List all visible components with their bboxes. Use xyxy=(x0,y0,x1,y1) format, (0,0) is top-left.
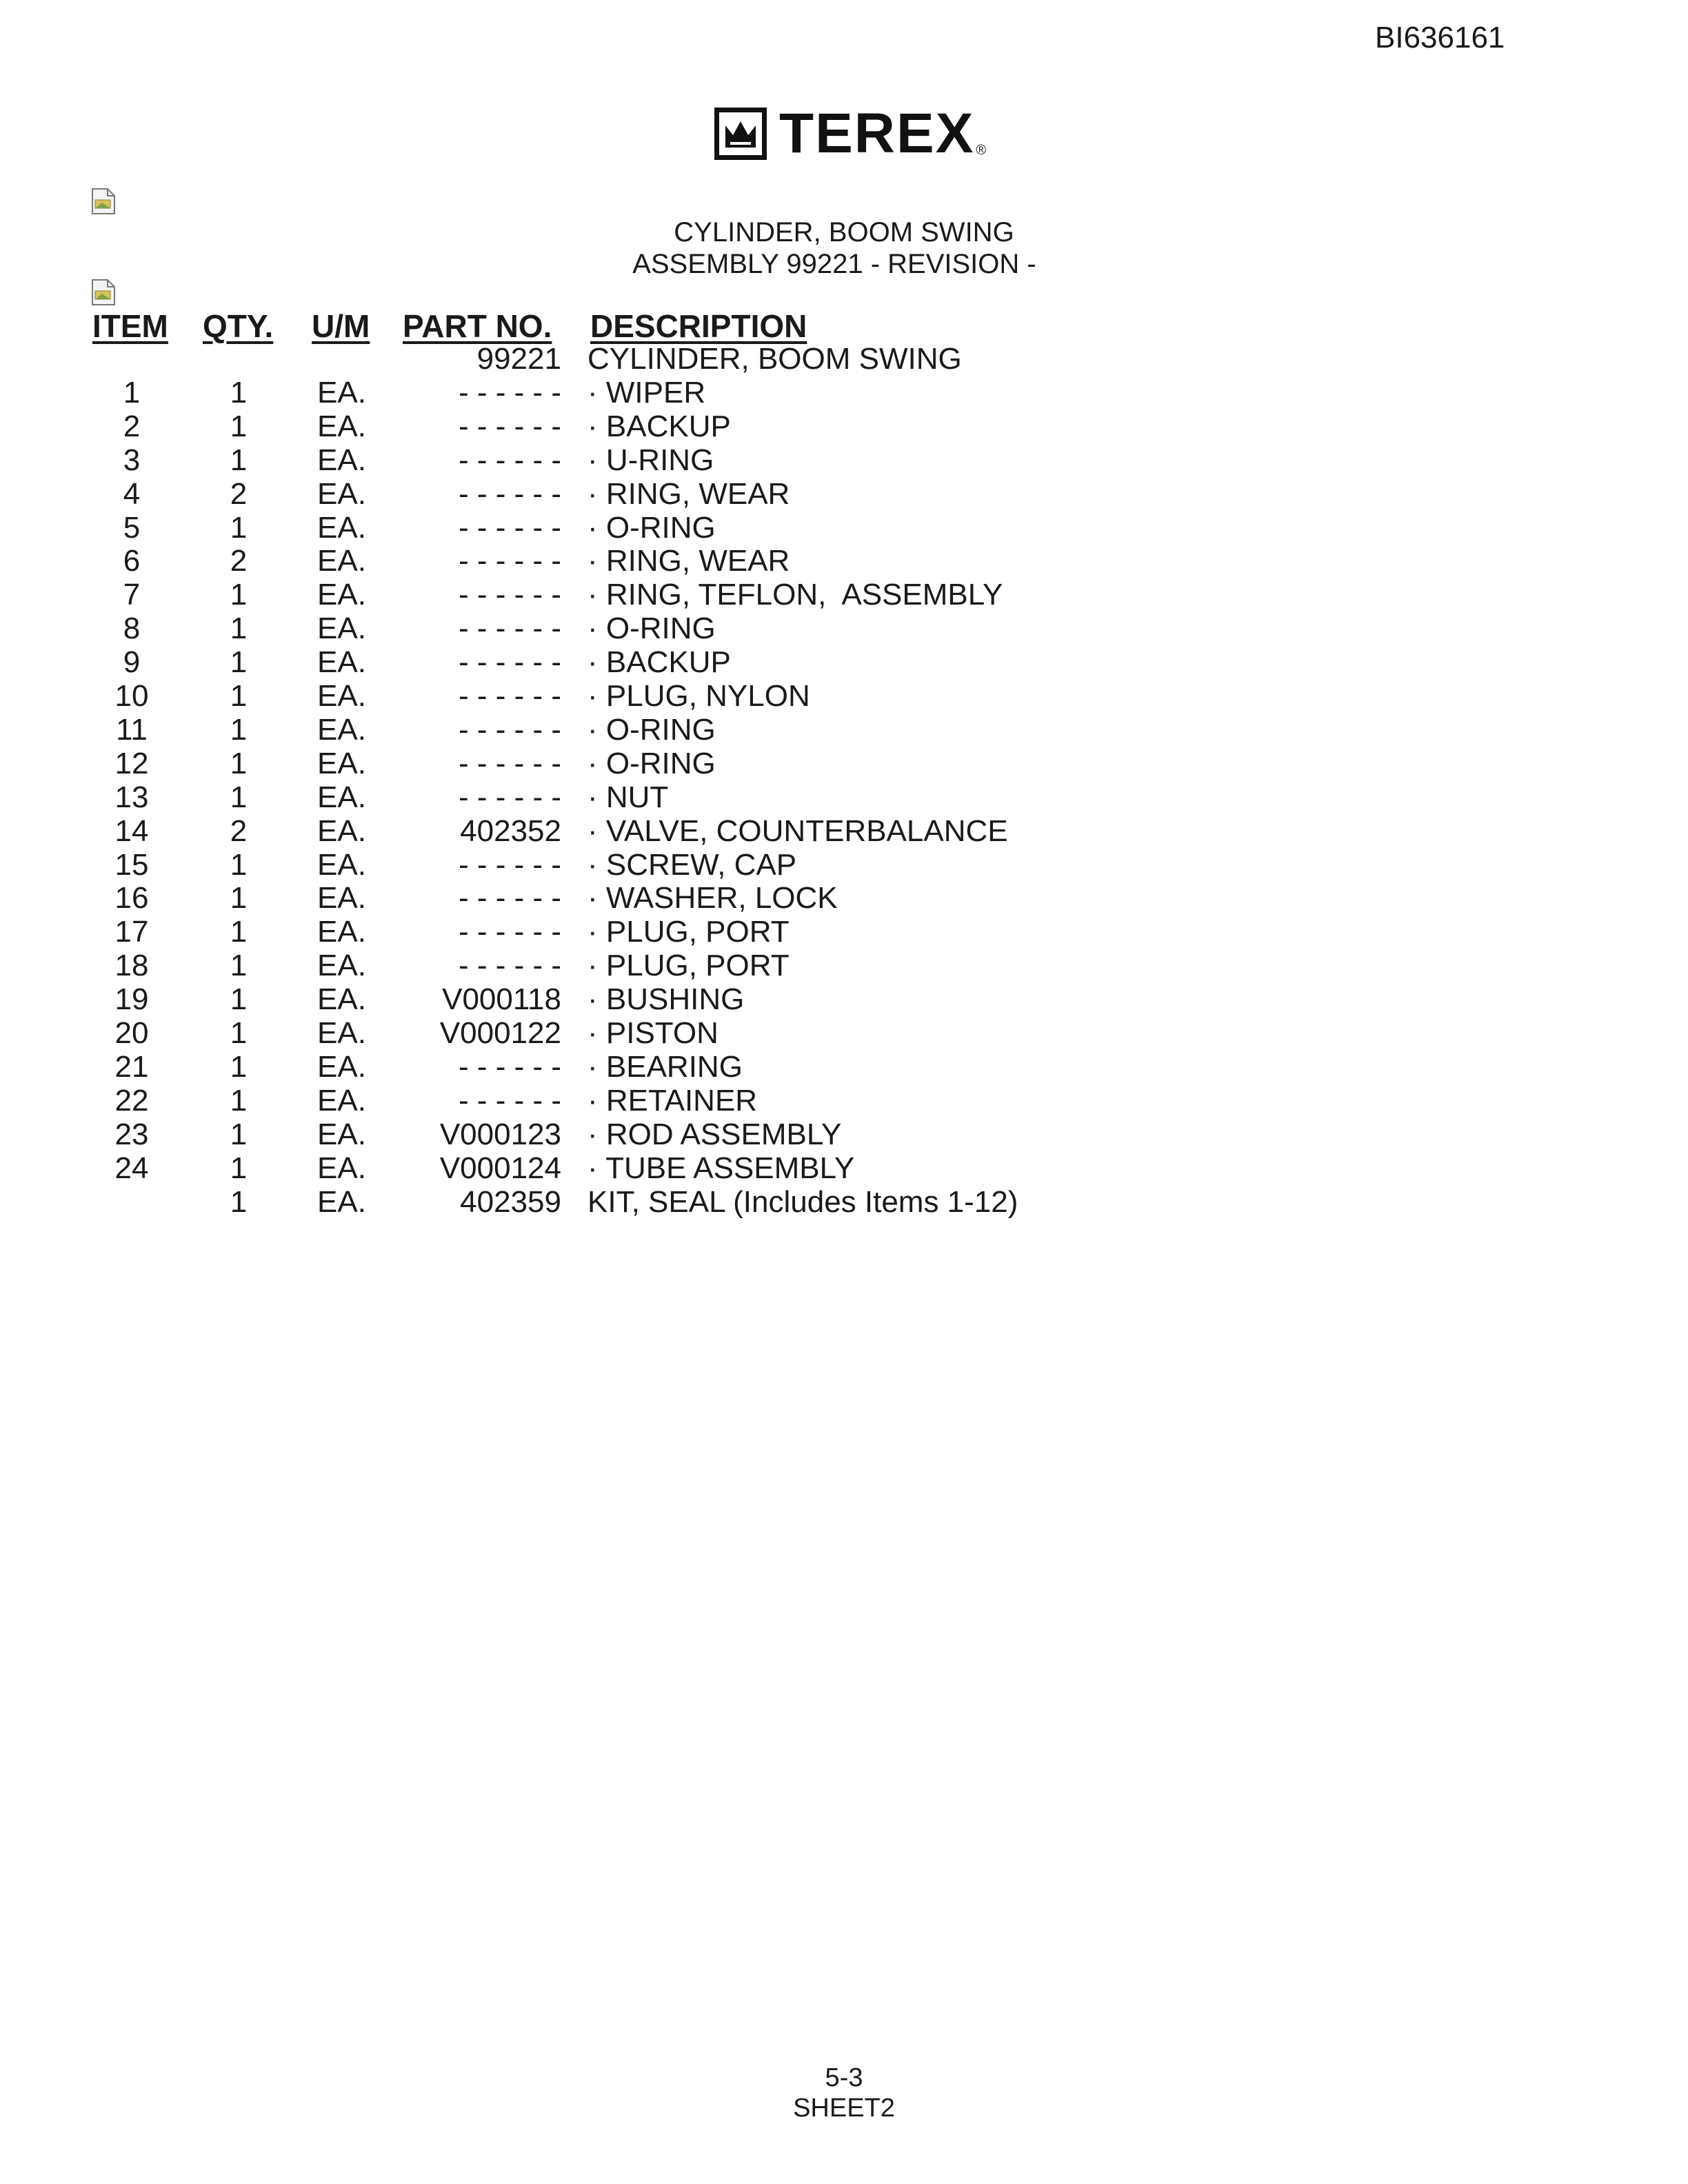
cell-part-no: V000123 xyxy=(439,1117,561,1151)
cell-description: · U-RING xyxy=(587,443,714,477)
header-um: U/M xyxy=(312,308,370,344)
cell-qty: 1 xyxy=(230,611,248,646)
cell-um: EA. xyxy=(317,780,366,814)
cell-part-no: - - - - - - xyxy=(458,409,561,443)
cell-um: EA. xyxy=(317,1151,366,1185)
cell-item: 4 xyxy=(123,476,141,511)
cell-part-no: - - - - - - xyxy=(458,881,561,916)
cell-qty: 1 xyxy=(230,510,248,545)
cell-um: EA. xyxy=(317,443,366,477)
cell-um: EA. xyxy=(317,510,366,545)
cell-description: · BACKUP xyxy=(587,645,731,680)
cell-item: 7 xyxy=(123,578,141,612)
cell-um: EA. xyxy=(317,645,366,680)
cell-part-no: V000122 xyxy=(439,1016,561,1050)
assembly-title xyxy=(0,216,1688,280)
cell-um: EA. xyxy=(317,1184,366,1219)
header-item: ITEM xyxy=(92,308,168,344)
cell-item: 3 xyxy=(123,443,141,477)
cell-description: · SCREW, CAP xyxy=(587,847,797,882)
cell-item: 23 xyxy=(114,1117,149,1151)
cell-qty: 1 xyxy=(230,712,248,747)
cell-qty: 1 xyxy=(230,982,248,1017)
table-row xyxy=(0,611,1688,645)
cell-qty: 1 xyxy=(230,1083,248,1118)
table-row xyxy=(0,376,1688,410)
cell-description: · BACKUP xyxy=(587,409,731,443)
cell-qty: 2 xyxy=(230,544,248,578)
table-row xyxy=(0,1084,1688,1118)
cell-description: · O-RING xyxy=(587,611,716,646)
cell-part-no: - - - - - - xyxy=(458,949,561,983)
title-line-2: ASSEMBLY 99221 - REVISION - xyxy=(632,249,1036,279)
cell-um: EA. xyxy=(317,813,366,848)
cell-qty: 1 xyxy=(230,949,248,983)
cell-description: · WIPER xyxy=(587,375,706,410)
cell-um: EA. xyxy=(317,1049,366,1084)
cell-um: EA. xyxy=(317,881,366,916)
table-row xyxy=(0,679,1688,713)
cell-um: EA. xyxy=(317,476,366,511)
cell-item: 19 xyxy=(114,982,149,1017)
table-row xyxy=(0,578,1688,611)
cell-part-no: - - - - - - xyxy=(458,746,561,780)
cell-description: · TUBE ASSEMBLY xyxy=(587,1151,855,1185)
cell-part-no: - - - - - - xyxy=(458,544,561,578)
cell-description: · O-RING xyxy=(587,510,716,545)
cell-um: EA. xyxy=(317,679,366,713)
cell-um: EA. xyxy=(317,544,366,578)
cell-qty: 1 xyxy=(230,1049,248,1084)
cell-item: 17 xyxy=(114,915,149,949)
cell-um: EA. xyxy=(317,409,366,443)
cell-item: 8 xyxy=(123,611,141,646)
registered-mark: ® xyxy=(976,143,987,158)
cell-item: 9 xyxy=(123,645,141,680)
cell-item: 13 xyxy=(114,780,149,814)
cell-qty: 1 xyxy=(230,881,248,916)
cell-um: EA. xyxy=(317,949,366,983)
table-row xyxy=(0,1016,1688,1050)
cell-item: 2 xyxy=(123,409,141,443)
cell-qty: 1 xyxy=(230,1117,248,1151)
cell-um: EA. xyxy=(317,1117,366,1151)
cell-um: EA. xyxy=(317,611,366,646)
cell-description: KIT, SEAL (Includes Items 1-12) xyxy=(587,1184,1018,1219)
cell-qty: 1 xyxy=(230,409,248,443)
header-description: DESCRIPTION xyxy=(590,308,807,344)
cell-part-no: - - - - - - xyxy=(458,510,561,545)
terex-logo xyxy=(714,102,987,165)
cell-um: EA. xyxy=(317,982,366,1017)
cell-qty: 1 xyxy=(230,443,248,477)
document-id: BI636161 xyxy=(1375,21,1505,54)
table-row xyxy=(0,814,1688,848)
header-part-no: PART NO. xyxy=(403,308,552,344)
table-row xyxy=(0,342,1688,376)
cell-qty: 1 xyxy=(230,1184,248,1219)
cell-qty: 1 xyxy=(230,679,248,713)
cell-item: 16 xyxy=(114,881,149,916)
sheet-label: SHEET2 xyxy=(793,2094,895,2123)
cell-description: · PLUG, PORT xyxy=(587,949,790,983)
cell-part-no: - - - - - - xyxy=(458,847,561,882)
cell-part-no: - - - - - - xyxy=(458,1083,561,1118)
cell-qty: 1 xyxy=(230,1016,248,1050)
cell-description: · O-RING xyxy=(587,712,716,747)
document-icon[interactable] xyxy=(91,188,116,215)
table-row xyxy=(0,747,1688,780)
cell-description: · ROD ASSEMBLY xyxy=(587,1117,842,1151)
table-row xyxy=(0,713,1688,747)
cell-part-no: - - - - - - xyxy=(458,375,561,410)
cell-qty: 2 xyxy=(230,813,248,848)
cell-um: EA. xyxy=(317,712,366,747)
cell-qty: 1 xyxy=(230,1151,248,1185)
cell-part-no: - - - - - - xyxy=(458,712,561,747)
table-row xyxy=(0,1118,1688,1151)
cell-qty: 1 xyxy=(230,645,248,680)
cell-description: · O-RING xyxy=(587,746,716,780)
cell-um: EA. xyxy=(317,1016,366,1050)
cell-part-no: - - - - - - xyxy=(458,578,561,612)
cell-part-no: 402359 xyxy=(460,1184,561,1219)
table-row xyxy=(0,410,1688,443)
cell-qty: 1 xyxy=(230,375,248,410)
table-row xyxy=(0,1185,1688,1219)
cell-description: CYLINDER, BOOM SWING xyxy=(587,342,962,376)
cell-item: 10 xyxy=(114,679,149,713)
cell-description: · NUT xyxy=(587,780,669,814)
cell-qty: 1 xyxy=(230,915,248,949)
cell-part-no: - - - - - - xyxy=(458,611,561,646)
cell-item: 6 xyxy=(123,544,141,578)
title-line-1: CYLINDER, BOOM SWING xyxy=(674,217,1014,247)
cell-part-no: - - - - - - xyxy=(458,645,561,680)
document-icon[interactable] xyxy=(91,279,116,306)
cell-item: 21 xyxy=(114,1049,149,1084)
page-number: 5-3 xyxy=(825,2063,863,2092)
table-row xyxy=(0,511,1688,545)
cell-description: · VALVE, COUNTERBALANCE xyxy=(587,813,1008,848)
table-row xyxy=(0,1050,1688,1084)
cell-item: 1 xyxy=(123,375,141,410)
table-row xyxy=(0,477,1688,511)
table-row xyxy=(0,982,1688,1016)
cell-um: EA. xyxy=(317,1083,366,1118)
cell-qty: 2 xyxy=(230,476,248,511)
table-row xyxy=(0,1151,1688,1185)
cell-item: 20 xyxy=(114,1016,149,1050)
cell-part-no: 402352 xyxy=(460,813,561,848)
cell-qty: 1 xyxy=(230,780,248,814)
table-row xyxy=(0,881,1688,915)
cell-part-no: 99221 xyxy=(476,342,561,376)
cell-description: · BUSHING xyxy=(587,982,745,1017)
cell-description: · BEARING xyxy=(587,1049,743,1084)
cell-description: · RETAINER xyxy=(587,1083,758,1118)
cell-description: · PLUG, PORT xyxy=(587,915,790,949)
cell-description: · WASHER, LOCK xyxy=(587,881,838,916)
cell-description: · PISTON xyxy=(587,1016,719,1050)
cell-part-no: - - - - - - xyxy=(458,679,561,713)
cell-qty: 1 xyxy=(230,847,248,882)
table-row xyxy=(0,645,1688,679)
cell-um: EA. xyxy=(317,746,366,780)
header-qty: QTY. xyxy=(203,308,274,344)
cell-item: 12 xyxy=(114,746,149,780)
cell-part-no: - - - - - - xyxy=(458,1049,561,1084)
cell-description: · RING, WEAR xyxy=(587,544,790,578)
cell-description: · RING, WEAR xyxy=(587,476,790,511)
cell-part-no: - - - - - - xyxy=(458,780,561,814)
cell-item: 14 xyxy=(114,813,149,848)
cell-um: EA. xyxy=(317,375,366,410)
cell-qty: 1 xyxy=(230,578,248,612)
table-row xyxy=(0,949,1688,982)
cell-um: EA. xyxy=(317,915,366,949)
logo-wordmark: TEREX xyxy=(779,102,975,165)
cell-item: 22 xyxy=(114,1083,149,1118)
cell-description: · RING, TEFLON, ASSEMBLY xyxy=(587,578,1003,612)
cell-item: 24 xyxy=(114,1151,149,1185)
table-row xyxy=(0,915,1688,949)
cell-um: EA. xyxy=(317,578,366,612)
table-row xyxy=(0,780,1688,814)
cell-part-no: - - - - - - xyxy=(458,915,561,949)
cell-item: 15 xyxy=(114,847,149,882)
cell-item: 18 xyxy=(114,949,149,983)
cell-description: · PLUG, NYLON xyxy=(587,679,810,713)
table-row xyxy=(0,544,1688,578)
crown-logo-icon xyxy=(714,108,767,160)
cell-part-no: V000124 xyxy=(439,1151,561,1185)
cell-part-no: - - - - - - xyxy=(458,476,561,511)
table-row xyxy=(0,443,1688,477)
cell-item: 5 xyxy=(123,510,141,545)
table-row xyxy=(0,848,1688,882)
cell-um: EA. xyxy=(317,847,366,882)
cell-item: 11 xyxy=(116,712,148,747)
cell-qty: 1 xyxy=(230,746,248,780)
cell-part-no: - - - - - - xyxy=(458,443,561,477)
cell-part-no: V000118 xyxy=(442,982,561,1017)
